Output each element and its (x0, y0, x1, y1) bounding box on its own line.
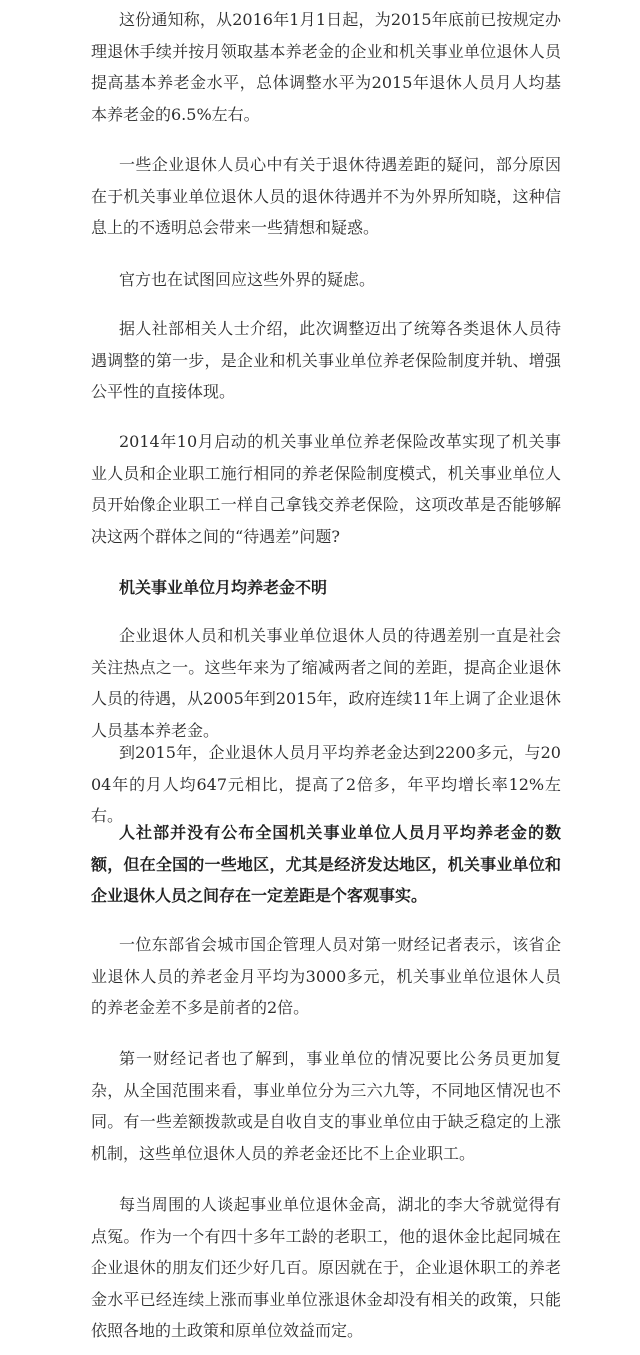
article-paragraph-2: 一些企业退休人员心中有关于退休待遇差距的疑问，部分原因在于机关事业单位退休人员的退休待遇并不为外界所知晓，这种信息上的不透明总会带来一些猜想和疑惑。 (91, 155, 561, 237)
article-paragraph-4: 据人社部相关人士介绍，此次调整迈出了统筹各类退休人员待遇调整的第一步，是企业和机关事业单位养老保险制度并轨、增强公平性的直接体现。 (91, 319, 561, 401)
article-paragraph-9: 一位东部省会城市国企管理人员对第一财经记者表示，该省企业退休人员的养老金月平均为3000多元，机关事业单位退休人员的养老金差不多是前者的2倍。 (91, 935, 561, 1017)
section-heading: 机关事业单位月均养老金不明 (119, 578, 328, 597)
article-paragraph-7: 到2015年，企业退休人员月平均养老金达到2200多元，与2004年的月人均647元相比，提高了2倍多，年平均增长率12%左右。 (91, 743, 561, 825)
article-paragraph-1: 这份通知称，从2016年1月1日起，为2015年底前已按规定办理退休手续并按月领取基本养老金的企业和机关事业单位退休人员提高基本养老金水平，总体调整水平为2015年退休人员月人均基本养老金的6.5%左右。 (91, 10, 561, 124)
article-paragraph-8-bold: 人社部并没有公布全国机关事业单位人员月平均养老金的数额，但在全国的一些地区，尤其是经济发达地区，机关事业单位和企业退休人员之间存在一定差距是个客观事实。 (91, 823, 561, 905)
article-paragraph-3: 官方也在试图回应这些外界的疑虑。 (119, 270, 376, 289)
article-paragraph-6: 企业退休人员和机关事业单位退休人员的待遇差别一直是社会关注热点之一。这些年来为了缩减两者之间的差距，提高企业退休人员的待遇，从2005年到2015年，政府连续11年上调了企业退休人员基本养老金。 (91, 626, 561, 740)
article-paragraph-11: 每当周围的人谈起事业单位退休金高，湖北的李大爷就觉得有点冤。作为一个有四十多年工龄的老职工，他的退休金比起同城在企业退休的朋友们还少好几百。原因就在于，企业退休职工的养老金水平已经连续上涨而事业单位涨退休金却没有相关的政策，只能依照各地的土政策和原单位效益而定。 (91, 1195, 561, 1340)
article-paragraph-5: 2014年10月启动的机关事业单位养老保险改革实现了机关事业人员和企业职工施行相同的养老保险制度模式，机关事业单位人员开始像企业职工一样自己拿钱交养老保险，这项改革是否能够解决这两个群体之间的“待遇差”问题? (91, 432, 561, 546)
article-paragraph-10: 第一财经记者也了解到，事业单位的情况要比公务员更加复杂，从全国范围来看，事业单位分为三六九等，不同地区情况也不同。有一些差额拨款或是自收自支的事业单位由于缺乏稳定的上涨机制，这些单位退休人员的养老金还比不上企业职工。 (91, 1049, 561, 1163)
